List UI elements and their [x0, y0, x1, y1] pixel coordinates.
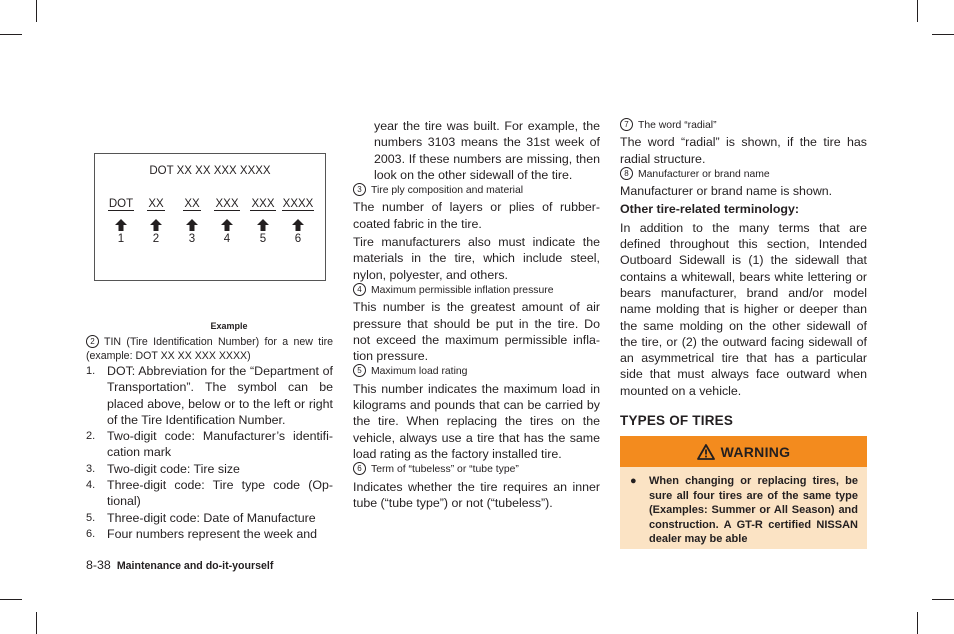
list-item	[86, 526, 333, 542]
segment-number: 5	[259, 233, 267, 245]
list-item	[86, 510, 333, 526]
other-terminology-paragraph: In addition to the many terms that are defined throughout this section, Intended Outboard Sidewall is (1) the sidewall that contains a whitewall, bears white lettering or bears manufacturer, brand and/or model name molding that is higher or deeper than the same molding on the other sidewall of the tire, or (2) the outward facing sidewall of an asymmetrical tire that has a particular side that must always face outward when mounted on a vehicle.	[620, 220, 867, 398]
load-paragraph: This number indicates the maximum load in kilograms and pounds that can be carried by the tire. When replacing the tires on the vehicle, always use a tire that has the same load rating as the factory installed tire.	[353, 381, 600, 461]
figure-segment	[243, 198, 283, 245]
column-3	[620, 118, 867, 549]
list-text: Three-digit code: Tire type code (Op-tional)	[107, 478, 333, 509]
list-number: 3.	[86, 462, 96, 475]
segment-number: 4	[223, 233, 231, 245]
figure-segment	[101, 198, 141, 245]
warning-text: When changing or replacing tires, be sure all four tires are of the same type (Examples: Summer or All Season) and construction. A GT-R certified NISSAN dealer may be able	[649, 475, 858, 546]
crop-mark	[917, 0, 918, 22]
load-heading	[353, 364, 600, 380]
arrow-up-icon	[186, 219, 198, 231]
crop-mark	[0, 34, 22, 35]
other-terminology-heading: Other tire-related terminology:	[620, 202, 800, 217]
tin-parts-list	[86, 363, 333, 542]
warning-header	[620, 436, 867, 467]
tin-heading-text: TIN (Tire Identification Number) for a new tire (example: DOT XX XX XXX XXXX)	[86, 336, 333, 362]
segment-label: XX	[148, 198, 164, 210]
arrow-up-icon	[292, 219, 304, 231]
crop-mark	[917, 612, 918, 634]
column-1	[86, 335, 333, 542]
warning-body	[620, 467, 867, 549]
crop-mark	[932, 599, 954, 600]
list-text: Three-digit code: Date of Manufacture	[107, 510, 316, 525]
segment-number: 6	[294, 233, 302, 245]
figure-segment	[207, 198, 247, 245]
warning-triangle-icon	[697, 444, 715, 460]
load-heading-text: Maximum load rating	[371, 366, 468, 378]
crop-mark	[36, 612, 37, 634]
figure-title: DOT XX XX XXX XXXX	[149, 165, 271, 177]
callout-number: 7	[620, 118, 633, 131]
radial-heading-text: The word “radial”	[638, 120, 717, 131]
list-number: 4.	[86, 479, 96, 492]
segment-number: 1	[117, 233, 125, 245]
figure-segment	[278, 198, 318, 245]
segment-label: DOT	[108, 198, 134, 210]
callout-number: 5	[353, 364, 366, 377]
figure-segment	[172, 198, 212, 245]
arrow-up-icon	[115, 219, 127, 231]
list-text: Two-digit code: Manufacturer’s identifi-cation mark	[107, 429, 333, 460]
brand-heading	[620, 167, 867, 183]
tin-heading	[86, 335, 333, 363]
arrow-up-icon	[257, 219, 269, 231]
list-number: 5.	[86, 511, 96, 524]
segment-number: 3	[188, 233, 196, 245]
ply-heading	[353, 183, 600, 199]
crop-mark	[0, 599, 22, 600]
list-text: Two-digit code: Tire size	[107, 461, 240, 476]
radial-heading	[620, 118, 867, 134]
page-footer	[86, 558, 273, 572]
figure-segment	[136, 198, 176, 245]
segment-number: 2	[152, 233, 160, 245]
callout-number: 4	[353, 283, 366, 296]
tubeless-heading	[353, 462, 600, 478]
pressure-heading	[353, 283, 600, 299]
callout-number: 3	[353, 183, 366, 196]
figure-caption: Example	[210, 321, 248, 331]
list-number: 1.	[86, 365, 96, 377]
list-item	[86, 477, 333, 510]
brand-heading-text: Manufacturer or brand name	[638, 168, 770, 180]
brand-paragraph: Manufacturer or brand name is shown.	[620, 184, 833, 199]
tubeless-paragraph: Indicates whether the tire requires an inner tube (“tube type”) or not (“tubeless”).	[353, 479, 600, 510]
list-item	[86, 363, 333, 428]
list-number: 6.	[86, 527, 96, 540]
list-item	[86, 461, 333, 477]
segment-label: XXX	[251, 198, 275, 210]
arrow-up-icon	[221, 219, 233, 231]
bullet-icon: ●	[630, 475, 637, 488]
list-item	[86, 428, 333, 461]
radial-paragraph: The word “radial” is shown, if the tire has radial structure.	[620, 135, 867, 166]
ply-paragraph-1: The number of layers or plies of rubber-coated fabric in the tire.	[353, 200, 600, 231]
column-2	[353, 118, 600, 511]
warning-label: WARNING	[720, 443, 791, 460]
crop-mark	[36, 0, 37, 22]
segment-label: XX	[184, 198, 200, 210]
list-text: Four numbers represent the week and	[107, 526, 318, 541]
ply-paragraph-2: Tire manufacturers also must indicate the materials in the tire, which include steel, nylon, polyester, and others.	[353, 235, 600, 282]
crop-mark	[932, 34, 954, 35]
warning-box	[620, 436, 867, 549]
page-number: 8-38	[86, 558, 111, 572]
segment-label: XXX	[215, 198, 239, 210]
pressure-paragraph: This number is the greatest amount of air pressure that should be put in the tire. Do not exceed the maximum permissible infla-tion pressure.	[353, 300, 600, 364]
tin-example-figure	[94, 153, 326, 281]
types-of-tires-title: TYPES OF TIRES	[620, 413, 734, 429]
list-number: 2.	[86, 430, 96, 443]
section-name: Maintenance and do-it-yourself	[116, 560, 274, 572]
arrow-up-icon	[150, 219, 162, 231]
pressure-heading-text: Maximum permissible inflation pressure	[371, 284, 554, 296]
tubeless-heading-text: Term of “tubeless” or “tube type”	[371, 464, 519, 476]
segment-label: XXXX	[282, 198, 314, 210]
ply-heading-text: Tire ply composition and material	[371, 185, 524, 197]
callout-number: 8	[620, 167, 633, 180]
callout-number: 6	[353, 462, 366, 475]
callout-number: 2	[86, 335, 99, 348]
continuation-text: year the tire was built. For example, the numbers 3103 means the 31st week of 2003. If these numbers are missing, then look on the other sidewall of the tire.	[374, 119, 600, 182]
list-text: DOT: Abbreviation for the “Department of Transportation”. The symbol can be placed above, below or to the left or right of the Tire Identification Number.	[107, 364, 333, 427]
